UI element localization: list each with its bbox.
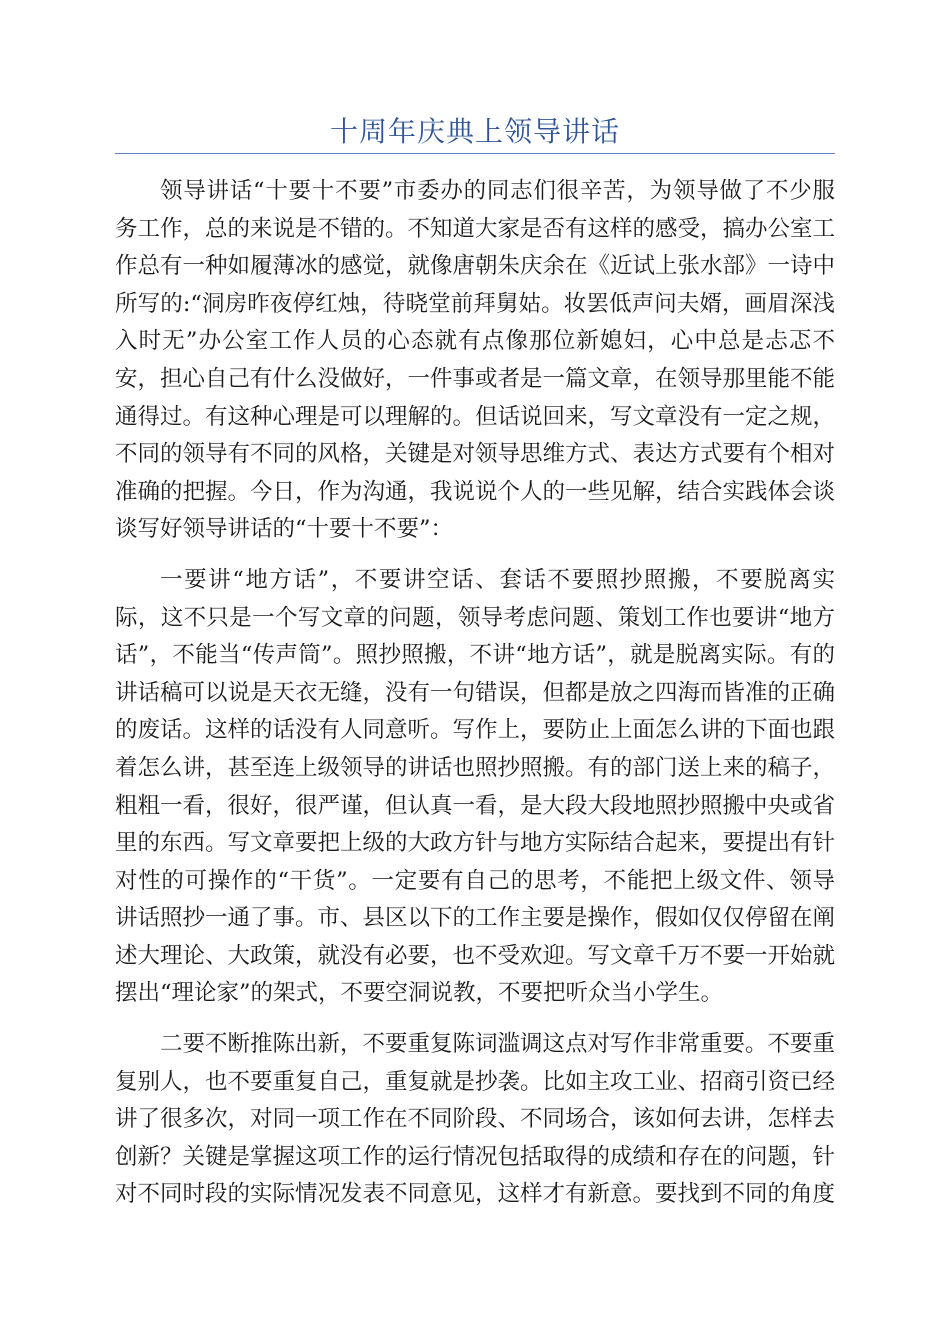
document-title: 十周年庆典上领导讲话 bbox=[329, 115, 620, 148]
paragraph-intro: 领导讲话“十要十不要”市委办的同志们很辛苦，为领导做了不少服务工作，总的来说是不错的。不知道大家是否有这样的感受，搞办公室工作总有一种如履薄冰的感觉，就像唐朝朱庆余在《近试上张水部》一诗中所写的:“洞房昨夜停红烛，待晓堂前拜舅姑。妆罢低声问夫婿，画眉深浅入时无”办公室工作人员的心态就有点像那位新媳妇，心中总是忐忑不安，担心自己有什么没做好，一件事或者是一篇文章，在领导那里能不能通得过。有这种心理是可以理解的。但话说回来，写文章没有一定之规，不同的领导有不同的风格，关键是对领导思维方式、表达方式要有个相对准确的把握。今日，作为沟通，我说说个人的一些见解，结合实践体会谈谈写好领导讲话的“十要十不要”： bbox=[115, 178, 836, 543]
paragraph-point-one: 一要讲“地方话”，不要讲空话、套话不要照抄照搬，不要脱离实际，这不只是一个写文章的问题，领导考虑问题、策划工作也要讲“地方话”，不能当“传声筒”。照抄照搬，不讲“地方话”，就是脱离实际。有的讲话稿可以说是天衣无缝，没有一句错误，但都是放之四海而皆准的正确的废话。这样的话没有人同意听。写作上，要防止上面怎么讲的下面也跟着怎么讲，甚至连上级领导的讲话也照抄照搬。有的部门送上来的稿子，粗粗一看，很好，很严谨，但认真一看，是大段大段地照抄照搬中央或省里的东西。写文章要把上级的大政方针与地方实际结合起来，要提出有针对性的可操作的“干货”。一定要有自己的思考，不能把上级文件、领导讲话照抄一通了事。市、县区以下的工作主要是操作，假如仅仅停留在阐述大理论、大政策，就没有必要，也不受欢迎。写文章千万不要一开始就摆出“理论家”的架式，不要空洞说教，不要把听众当小学生。 bbox=[115, 566, 836, 1007]
document-body bbox=[115, 173, 835, 1227]
title-underline bbox=[115, 153, 835, 154]
paragraph-point-two: 二要不断推陈出新，不要重复陈词滥调这点对写作非常重要。不要重复别人，也不要重复自己，重复就是抄袭。比如主攻工业、招商引资已经讲了很多次，对同一项工作在不同阶段、不同场合，该如何去讲，怎样去创新？关键是掌握这项工作的运行情况包括取得的成绩和存在的问题，针对不同时段的实际情况发表不同意见，这样才有新意。要找到不同的角度 bbox=[115, 1031, 836, 1208]
